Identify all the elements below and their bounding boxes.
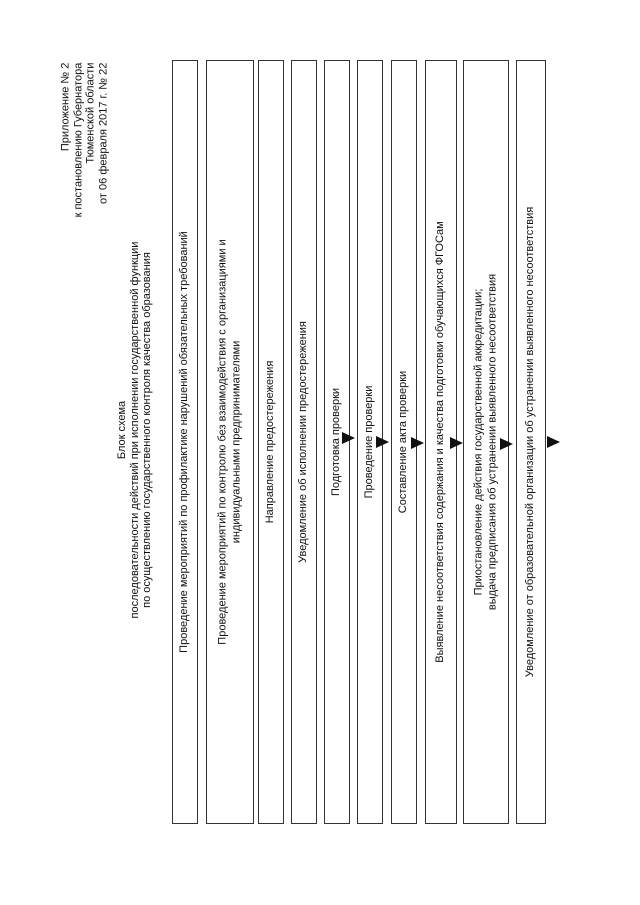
flow-step-text: Проведение мероприятий по контролю без взаимодействия с организациями и bbox=[216, 239, 229, 645]
title-line-3: по осуществлению государственного контроля качества образования bbox=[141, 252, 154, 608]
flow-step-3 bbox=[258, 60, 284, 824]
document-title bbox=[116, 242, 154, 619]
flow-arrow-icon bbox=[547, 436, 560, 448]
flow-step-10 bbox=[516, 60, 546, 824]
flow-step-text: Выявление несоответствия содержания и качества подготовки обучающихся ФГОСам bbox=[434, 221, 447, 663]
flow-step-text: Приостановление действия государственной аккредитации; bbox=[472, 288, 485, 596]
appendix-line-2: к постановлению Губернатора bbox=[72, 62, 85, 218]
title-line-1: Блок схема bbox=[116, 400, 129, 460]
flow-step-text: Проведение проверки bbox=[363, 385, 376, 499]
flow-step-text: Направление предостережения bbox=[264, 360, 277, 524]
flow-step-text-2: выдача предписания об устранении выявленного несоответствия bbox=[486, 273, 498, 611]
flow-step-text: Проведение мероприятий по профилактике нарушений обязательных требований bbox=[178, 231, 191, 653]
appendix-header bbox=[60, 63, 111, 218]
flow-step-text: Уведомление от образовательной организации об устранении выявленного несоответствия bbox=[524, 206, 537, 678]
appendix-line-4: от 06 февраля 2017 г. № 22 bbox=[97, 62, 110, 204]
flow-arrow-icon bbox=[450, 437, 463, 449]
flow-arrow-icon bbox=[500, 438, 513, 450]
flow-step-text-2: индивидуальными предпринимателями bbox=[230, 340, 242, 544]
flow-arrow-icon bbox=[411, 437, 424, 449]
flow-arrow-icon bbox=[376, 436, 389, 448]
title-line-2: последовательности действий при исполнении государственной функции bbox=[128, 241, 141, 619]
flow-step-1 bbox=[172, 60, 198, 824]
appendix-line-1: Приложение № 2 bbox=[59, 62, 72, 152]
flow-step-text: Составление акта проверки bbox=[397, 370, 410, 514]
flow-step-2 bbox=[206, 60, 254, 824]
flow-step-text: Подготовка проверки bbox=[330, 387, 343, 497]
appendix-line-3: Тюменской области bbox=[85, 62, 97, 164]
flow-arrow-icon bbox=[342, 432, 355, 444]
flow-step-text: Уведомление об исполнении предостережения bbox=[297, 321, 310, 563]
flow-step-4 bbox=[291, 60, 317, 824]
